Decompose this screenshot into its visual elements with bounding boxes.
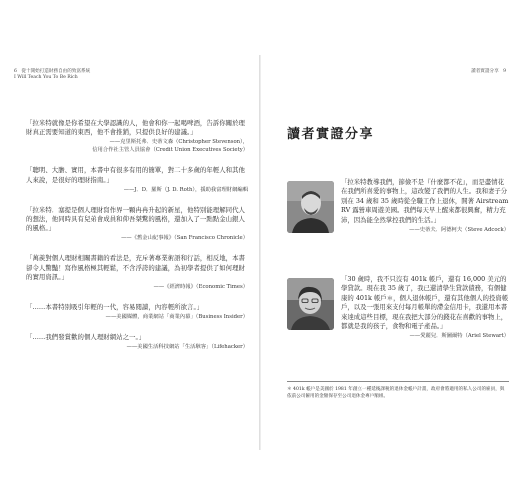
quote-block bbox=[26, 166, 248, 193]
review-text: 「拉米特教導我們，節儉不是『什麼都不花』，而是盡情花在我們所喜愛的事物上，這改變了我們的人生。我和妻子分別在 34 歲和 35 歲時從全職工作上退休，開著 Airstream RV 露營車周遊美國。我們每天早上醒來都很興奮，精力充沛，因為能全然掌控我們的生活。」 bbox=[341, 178, 509, 224]
quote-attribution bbox=[26, 343, 248, 351]
book-title-header: 從十開始打造財務自由的致富系統 bbox=[21, 69, 91, 74]
quote-attribution bbox=[26, 234, 248, 242]
book-subtitle-header: I Will Teach You To Be Rich bbox=[14, 75, 78, 80]
quote-block bbox=[26, 206, 248, 243]
page-number-right: 9 bbox=[503, 69, 506, 74]
quote-attribution bbox=[26, 186, 248, 194]
quote-block bbox=[26, 303, 248, 321]
quote-text: 「萬羨對個人理財相關書籍的看法是，充斥著專業術語和行話，相反地，本書卻令人驚豔！寫作風格極其輕鬆，不含浮誇的建議，為初學者提供了如何理財的實用資訊。」 bbox=[26, 254, 245, 281]
quote-text: 「……我們發賞歡的個人理財網站之一。」 bbox=[26, 333, 146, 342]
review-attribution: ——史蒂夫．阿德柯夫（Steve Adcock） bbox=[409, 227, 509, 234]
attribution-line: 信用合作社主管人員協會（Credit Union Executives Society） bbox=[92, 147, 248, 154]
praise-quotes bbox=[26, 119, 248, 363]
book-spread bbox=[0, 55, 520, 450]
reviewer-photo bbox=[287, 181, 334, 233]
attribution-line: ——美國媒體，商業網站「商業內幕」（Business Insider） bbox=[105, 314, 248, 321]
quote-attribution bbox=[26, 138, 248, 154]
quote-text: 「拉米特．塞提是個人理財寫作界一顆冉冉升起的新星，他特別能理解同代人的想法，他同時具有兒弟會成員和仰吾桀驚的風格，還加入了一點點金山銀人的風格。」 bbox=[26, 205, 245, 233]
left-page bbox=[0, 55, 259, 450]
running-head-right bbox=[471, 69, 506, 75]
quote-block bbox=[26, 254, 248, 291]
running-head-left bbox=[14, 69, 90, 81]
footnote-text: ＊ 401k 帳戶是美國於 1981 年創立一種延後課稅的退休金帳戶計畫，政府會將適用的私人公司的雇員，與依前公司僱用的金額保存至公司退休金專戶額組。 bbox=[287, 387, 505, 399]
quote-block bbox=[26, 119, 248, 154]
attribution-line: ——《舊金山紀事報》（San Francisco Chronicle） bbox=[121, 235, 248, 242]
chapter-header: 讀者實證分享 bbox=[471, 69, 499, 74]
page-number-left: 6 bbox=[14, 69, 17, 74]
footnote bbox=[287, 381, 509, 400]
attribution-line: ——《經濟時報》（Economic Times） bbox=[153, 284, 248, 291]
attribution-line: ——J．D．羅斯（J. D. Roth），援助我富理財網編輯 bbox=[123, 186, 248, 193]
review-text: 「30 歲時，我不只沒有 401k 帳戶，還有 16,000 美元的學貸款。現在我 35 歲了，我已還清學生貸款債務，有個健康的 401k 帳戶＊，個人退休帳戶，還有其他個人的投資帳戶，以及一張用來支付每月帳單的滯金信用卡，我還用本書來達成這些目標，現在我把大部分的錢花在喜歡的事物上，都就是我的孩子，食物和電子產品。」 bbox=[341, 275, 509, 331]
review-attribution: ——愛麗兒．斯圖爾特（Ariel Stewart） bbox=[409, 333, 509, 340]
quote-text: 「聰明、大膽、實用，本書中有很多有用的簡單，對二十多歲的年輕人和其他人來說，是很好的理財指南。」 bbox=[26, 166, 245, 184]
quote-text: 「拉米特就像是你希望在大學認識的人，他會和你一起喝啤酒，告訴你關於理財真正需要知道的東西，他不會推銷，只提供良好的建議。」 bbox=[26, 119, 245, 137]
quote-block bbox=[26, 333, 248, 351]
quote-attribution bbox=[26, 313, 248, 321]
attribution-line: ——克里斯托弗．史蒂文森（Christopher Stevenson）， bbox=[109, 139, 248, 146]
attribution-line: ——美國生活科技網站「生活駭客」（Lifehacker） bbox=[126, 344, 248, 351]
section-title: 讀者實證分享 bbox=[287, 127, 375, 142]
quote-attribution bbox=[26, 283, 248, 291]
quote-text: 「……本書特別吸引年輕的一代，容易閱讀，內容輕所欲言。」 bbox=[26, 303, 204, 312]
right-page bbox=[261, 55, 520, 450]
reviewer-photo bbox=[287, 278, 334, 330]
